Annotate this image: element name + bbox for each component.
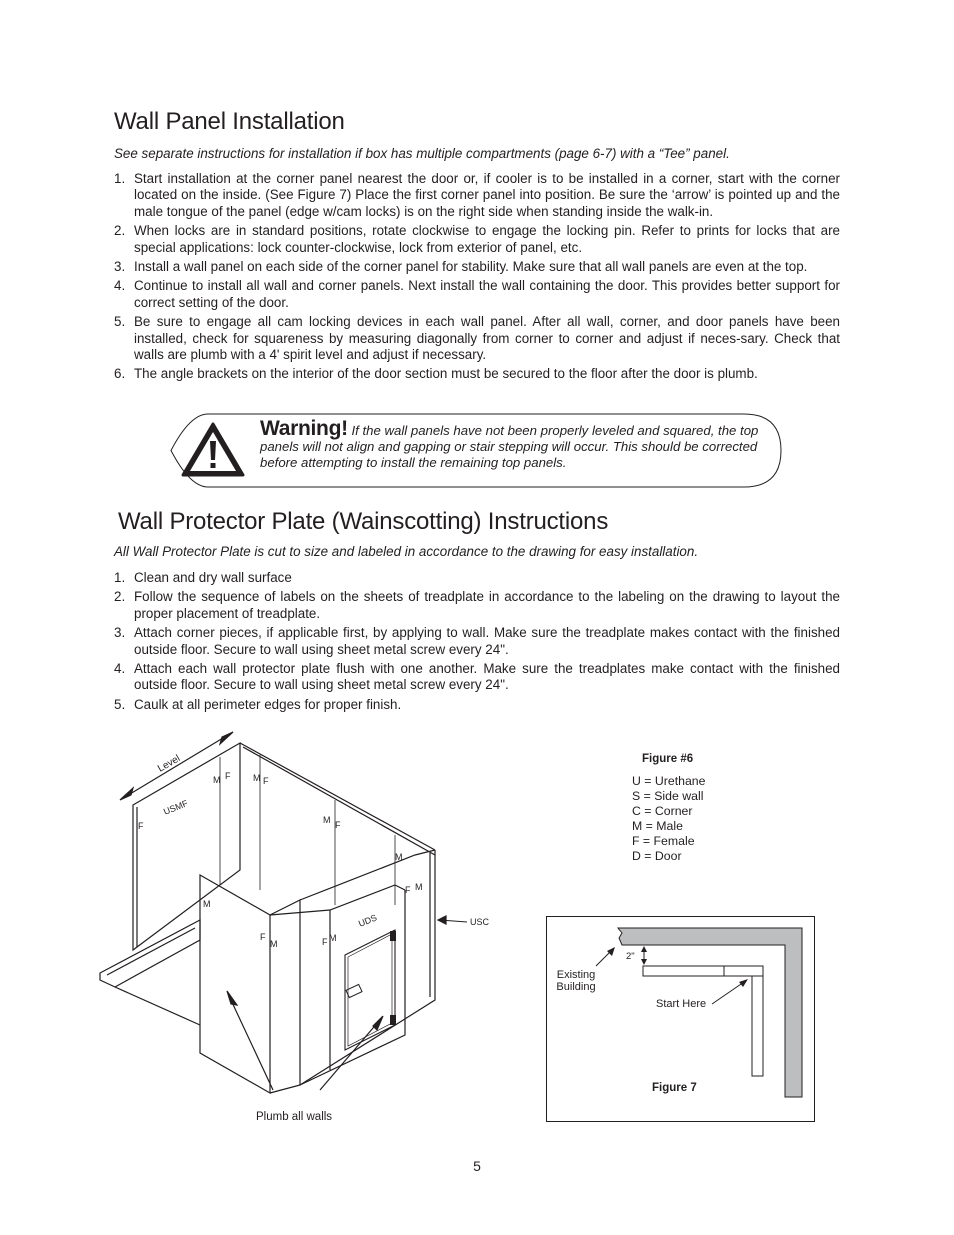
warning-body: If the wall panels have not been properly leveled and squared, the top panels will not align and gapping or stair stepping will occur. This should be corrected before attempting to install the remaining top panels. <box>260 423 759 470</box>
list-item: 6. The angle brackets on the interior of the door section must be secured to the floor after the door is plumb. <box>114 366 758 382</box>
warning-text <box>260 417 772 471</box>
list-item: 4. Continue to install all wall and corner panels. Next install the wall containing the door. This provides better support for correct setting of the door. <box>114 278 840 310</box>
walk-in-isometric-drawing <box>95 725 505 1130</box>
level-label: Level <box>156 753 183 775</box>
f-label: F <box>322 937 328 947</box>
warning-title: Warning! <box>260 417 348 440</box>
list-item: 2. When locks are in standard positions, rotate clockwise to engage the locking pin. Refer to prints for locks that are special applications: lock counter-clockwise, lock from exterior of panel, etc. <box>114 223 840 255</box>
legend-item: S = Side wall <box>632 789 704 803</box>
list-item: 3. Install a wall panel on each side of the corner panel for stability. Make sure that all wall panels are even at the top. <box>114 259 808 275</box>
warning-triangle-icon <box>183 424 243 475</box>
list-item: 5. Caulk at all perimeter edges for proper finish. <box>114 696 402 712</box>
section-intro: All Wall Protector Plate is cut to size and labeled in accordance to the drawing for easy installation. <box>114 544 699 559</box>
f-label: F <box>138 821 144 831</box>
legend-item: F = Female <box>632 834 695 848</box>
legend-item: D = Door <box>632 849 682 863</box>
m-label: M <box>395 852 403 862</box>
m-label: M <box>253 773 261 783</box>
dimension-label: 2" <box>626 951 635 962</box>
m-label: M <box>203 899 211 909</box>
usc-label: USC <box>470 917 490 927</box>
list-item: 2. Follow the sequence of labels on the sheets of treadplate in accordance to the labeling on the drawing to layout the proper placement of treadplate. <box>114 589 840 621</box>
section-title-wall-panel: Wall Panel Installation <box>114 108 345 135</box>
figure7-title: Figure 7 <box>652 1082 697 1094</box>
level-arrow-icon <box>120 732 233 800</box>
list-item: 1. Clean and dry wall surface <box>114 570 292 585</box>
plumb-label: Plumb all walls <box>256 1111 333 1123</box>
m-label: M <box>213 775 221 785</box>
installation-steps <box>114 171 840 386</box>
m-label: M <box>323 815 331 825</box>
m-label: M <box>329 933 337 943</box>
page-number: 5 <box>473 1158 481 1174</box>
f-label: F <box>225 771 231 781</box>
m-label: M <box>415 882 423 892</box>
f-label: F <box>405 885 411 895</box>
section-intro: See separate instructions for installation if box has multiple compartments (page 6-7) with a “Tee” panel. <box>114 146 730 161</box>
list-item: 1. Start installation at the corner panel nearest the door or, if cooler is to be installed in a corner, start with the corner located on the inside. (See Figure 7) Place the first corner panel into position. Be sure the ‘arrow’ is pointed up and the male tongue of the panel (edge w/cam locks) is on the right side when standing inside the walk-in. <box>114 171 840 219</box>
start-here-label: Start Here <box>656 998 707 1010</box>
protector-steps <box>114 570 840 716</box>
list-item: 5. Be sure to engage all cam locking devices in each wall panel. After all wall, corner, and door panels have been installed, check for squareness by measuring diagonally from corner to corner and adjust if neces-sary. Check that walls are plumb with a 4' spirit level and adjust if necessary. <box>114 314 840 363</box>
legend-item: C = Corner <box>632 804 693 818</box>
figure6-title: Figure #6 <box>642 753 694 765</box>
f-label: F <box>260 932 266 942</box>
f-label: F <box>263 776 269 786</box>
existing-building-label: Existing Building <box>556 969 596 993</box>
list-item: 3. Attach corner pieces, if applicable first, by applying to wall. Make sure the treadplate makes contact with the finished outside floor. Secure to wall using sheet metal screw every 24". <box>114 625 840 657</box>
list-item: 4. Attach each wall protector plate flush with one another. Make sure the treadplates make contact with the finished outside floor. Secure to wall using sheet metal screw every 24". <box>114 661 840 693</box>
m-label: M <box>270 939 278 949</box>
plumb-pointer-arrows <box>227 991 383 1090</box>
uds-label: UDS <box>357 912 379 929</box>
legend-item: U = Urethane <box>632 774 706 788</box>
section-title-wall-protector: Wall Protector Plate (Wainscotting) Instructions <box>118 508 609 535</box>
usmf-label: USMF <box>162 798 190 817</box>
legend-item: M = Male <box>632 819 683 833</box>
figure6-legend <box>632 774 705 864</box>
f-label: F <box>335 820 341 830</box>
